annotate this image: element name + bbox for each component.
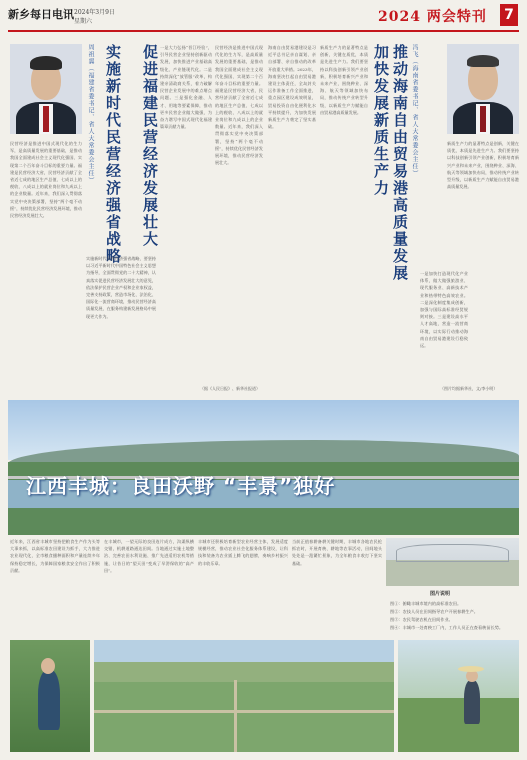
feature-body-col4: 当前正值春耕备耕关键时期，丰城市各地农民抢抓农时，开展育秧、耕地等农事活动，田间地头处处是一派繁忙景象，为全年粮食丰收打下坚实基础。	[292, 539, 382, 566]
left-body-col4: 民营经济是推进中国式现代化的生力军，是高质量发展的重要基础，是推动我国全面建成社会主义现代化强国、实现第二个百年奋斗目标的重要力量。福建是民营经济大省，民营经济贡献了全省近七成的地区生产总值、七成以上的税收、八成以上的就业岗位和九成以上的企业数量。近年来，我们深入贯彻落实党中央决策部署，坚持“两个毫不动摇”，持续优化民营经济发展环境，推动民营经济发展壮大。	[215, 45, 263, 166]
left-body-col3: 一是大力弘扬“晋江经验”，引导民营企业坚持创新驱动发展，加快推进产业基础高级化、产业链现代化。二是持续深化“放管服”改革，构建亲清政商关系，着力破解民营企业发展中的难点堵点问题。三是强化金融、人才、用地等要素保障，推动更多民营企业做大做强，为奋力谱写中国式现代化福建篇章贡献力量。	[160, 45, 212, 130]
feature-body-col1: 近年来，江西省丰城市坚持把粮食生产作为头等大事来抓，以高标准农田建设为抓手，大力推进农业现代化，全市粮食播种面积和产量连续多年保持稳定增长，为保障国家粮食安全作出了积极贡献。	[10, 539, 100, 573]
caption-line-2: 图②：农技人员在田间指导农户开展春耕生产。	[390, 609, 478, 614]
right-headline-2: 加快发展新质生产力	[372, 44, 390, 197]
header-rule	[8, 30, 519, 32]
left-source-note: （据《人民日报》、新华社报道）	[200, 386, 260, 391]
right-byline: 冯飞（海南省委书记、省人大常委会主任）	[411, 44, 418, 177]
right-headline-1: 推动海南自由贸易港高质量发展	[391, 44, 409, 282]
page-number: 7	[500, 4, 518, 26]
feature-body-col3: 丰城市还积极培育新型农业经营主体，发展适度规模经营，推动农业社会化服务体系建设，让科技和装备为农业插上腾飞的翅膀，奏响乡村振兴的丰收乐章。	[198, 539, 288, 566]
issue-date: 2024年3月9日	[74, 9, 115, 16]
author-portrait-left	[10, 44, 82, 134]
feature-photo-seedlings	[10, 640, 90, 752]
right-body-col4: 新质生产力的显著特点是创新，关键在质优，本质是先进生产力。我们要坚持以科技创新引领产业创新，积极培育新兴产业和未来产业，围绕种业、深海、航天等领域加快布局，推动传统产业转型升级，以新质生产力赋能自由贸易港高质量发展。	[447, 141, 519, 190]
feature-body-col2: 在丰城市，一望无际的良田连片成方，沟渠纵横交错，机耕道路通达田间。当地通过实施土地整治、完善农田水利设施、推广先进适用农机等措施，让昔日的“望天田”变成了旱涝保收的“高产田”。	[104, 539, 194, 573]
right-source-note: （图片均据新华社，文/李小明）	[440, 386, 498, 391]
feature-headline: 江西丰城：良田沃野 “丰景”独好	[26, 474, 336, 498]
caption-title: 图片说明	[430, 591, 451, 597]
feature-photo-greenhouse	[386, 538, 519, 586]
masthead: 新乡每日电讯	[8, 8, 74, 21]
caption-line-1: 图①：俯瞰丰城市境内的高标准农田。	[390, 601, 462, 606]
left-headline-2: 实施新时代民营经济强省战略	[104, 44, 122, 265]
issue-weekday: 星期六	[74, 18, 93, 25]
page-header	[0, 0, 527, 34]
right-body-col3: 一是加快打造现代化产业体系，做大做强旅游业、现代服务业、高新技术产业和热带特色高效农业。二是深化制度集成创新，加强与国际高标准经贸规则对接。三是建设高水平人才高地，营造一流营商环境，以实际行动推动海南自由贸易港建设行稳致远。	[420, 271, 468, 349]
left-body-col1: 民营经济是推进中国式现代化的生力军，是高质量发展的重要基础，是推动我国全面建成社会主义现代化强国、实现第二个百年奋斗目标的重要力量。福建是民营经济大省，民营经济贡献了全省近七成的地区生产总值、七成以上的税收、八成以上的就业岗位和九成以上的企业数量。近年来，我们深入贯彻落实党中央决策部署，坚持“两个毫不动摇”，持续优化民营经济发展环境，推动民营经济发展壮大。	[10, 141, 82, 219]
feature-photo-farmer	[398, 640, 519, 752]
caption-line-3: 图③：农民驾驶农机在田间作业。	[390, 617, 453, 622]
feature-banner-photo	[8, 400, 519, 535]
left-byline: 周祖翼（福建省委书记、省人大常委会主任）	[87, 44, 94, 184]
caption-line-4: 图④：丰城市一处育秧工厂内，工作人员正在查看秧苗长势。	[390, 625, 504, 630]
section-title: 2024 两会特刊	[378, 9, 487, 25]
author-portrait-right	[447, 44, 519, 134]
right-body-col1: 海南自由贸易港建设是习近平总书记亲自谋划、亲自部署、亲自推动的改革开放重大举措。2023年，海南坚决扛起自由贸易港建设主体责任，全岛封关运作准备工作全面推进，重点园区建设成效明显，贸易投资自由化便利化水平持续提升，为加快发展新质生产力奠定了坚实基础。	[268, 45, 316, 130]
left-body-col2: 实施新时代民营经济强省战略，要坚持以习近平新时代中国特色社会主义思想为指导，全面贯彻党的二十大精神，认真落实促进民营经济发展壮大的意见，依法保护民营企业产权和企业家权益，完善支持政策，营造市场化、法治化、国际化一流营商环境，推动民营经济高质量发展，在服务构建新发展格局中展现更大作为。	[86, 256, 156, 319]
feature-photo-farm-aerial	[94, 640, 394, 752]
left-headline-1: 促进福建民营经济发展壮大	[141, 44, 159, 248]
right-body-col2: 新质生产力的显著特点是创新，关键在质优，本质是先进生产力。我们要坚持以科技创新引领产业创新，积极培育新兴产业和未来产业，围绕种业、深海、航天等领域加快布局，推动传统产业转型升级，以新质生产力赋能自由贸易港高质量发展。	[320, 45, 368, 115]
